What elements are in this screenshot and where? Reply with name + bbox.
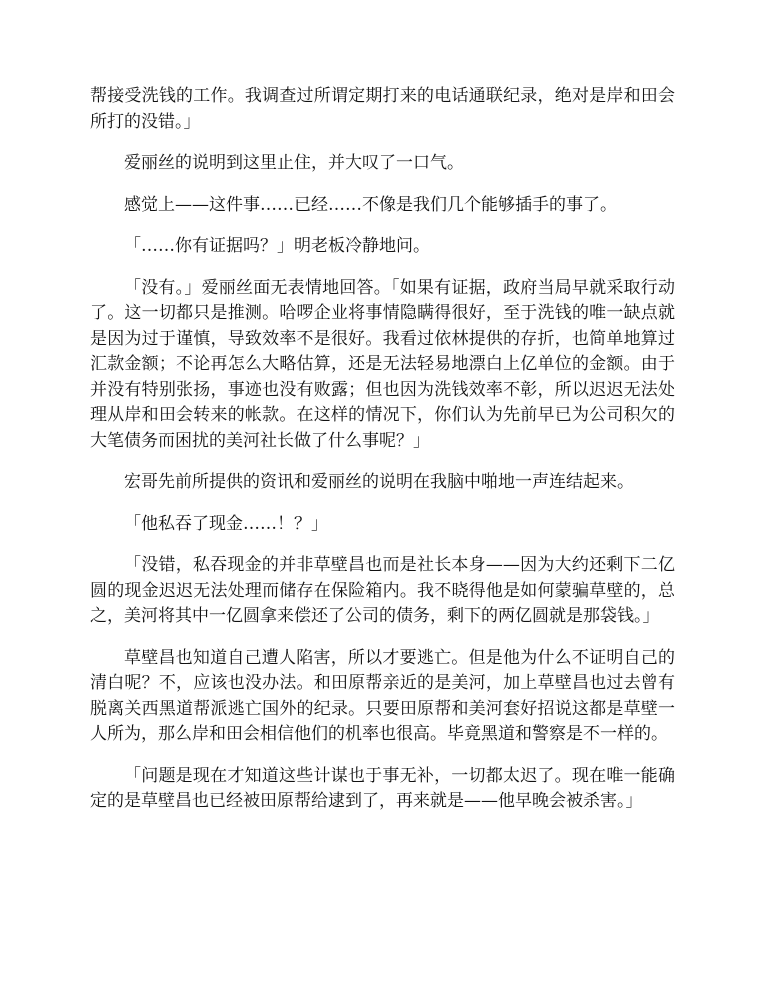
paragraph-5: 「没有。」爱丽丝面无表情地回答。「如果有证据，政府当局早就采取行动了。这一切都只是推测。哈啰企业将事情隐瞒得很好，至于洗钱的唯一缺点就是因为过于谨慎，导致效率不是很好。我看过依林提供的存折，也简单地算过汇款金额；不论再怎么大略估算，还是无法轻易地漂白上亿单位的金额。由于并没有特别张扬，事迹也没有败露；但也因为洗钱效率不彰，所以迟迟无法处理从岸和田会转来的帐款。在这样的情况下，你们认为先前早已为公司积欠的大笔债务而困扰的美河社长做了什么事呢？」 bbox=[90, 277, 675, 451]
paragraph-8: 「没错，私吞现金的并非草壁昌也而是社长本身——因为大约还剩下二亿圆的现金迟迟无法处理而储存在保险箱内。我不晓得他是如何蒙骗草壁的，总之，美河将其中一亿圆拿来偿还了公司的债务，剩下的两亿圆就是那袋钱。」 bbox=[90, 555, 675, 626]
paragraph-4: 「……你有证据吗？」明老板冷静地问。 bbox=[124, 236, 430, 256]
paragraph-9: 草壁昌也知道自己遭人陷害，所以才要逃亡。但是他为什么不证明自己的清白呢？不，应该也没办法。和田原帮亲近的是美河，加上草壁昌也过去曾有脱离关西黑道帮派逃亡国外的纪录。只要田原帮和美河套好招说这都是草壁一人所为，那么岸和田会相信他们的机率也很高。毕竟黑道和警察是不一样的。 bbox=[90, 647, 675, 744]
paragraph-2: 爱丽丝的说明到这里止住，并大叹了一口气。 bbox=[124, 153, 464, 173]
paragraph-1: 帮接受洗钱的工作。我调查过所谓定期打来的电话通联纪录，绝对是岸和田会所打的没错。」 bbox=[90, 86, 675, 132]
paragraph-3: 感觉上——这件事……已经……不像是我们几个能够插手的事了。 bbox=[124, 194, 617, 215]
document-page bbox=[90, 84, 675, 831]
paragraph-10: 「问题是现在才知道这些计谋也于事无补，一切都太迟了。现在唯一能确定的是草壁昌也已经被田原帮给逮到了，再来就是——他早晚会被杀害。」 bbox=[90, 765, 675, 811]
paragraph-6: 宏哥先前所提供的资讯和爱丽丝的说明在我脑中啪地一声连结起来。 bbox=[124, 472, 634, 492]
paragraph-7: 「他私吞了现金……！？」 bbox=[124, 513, 328, 534]
